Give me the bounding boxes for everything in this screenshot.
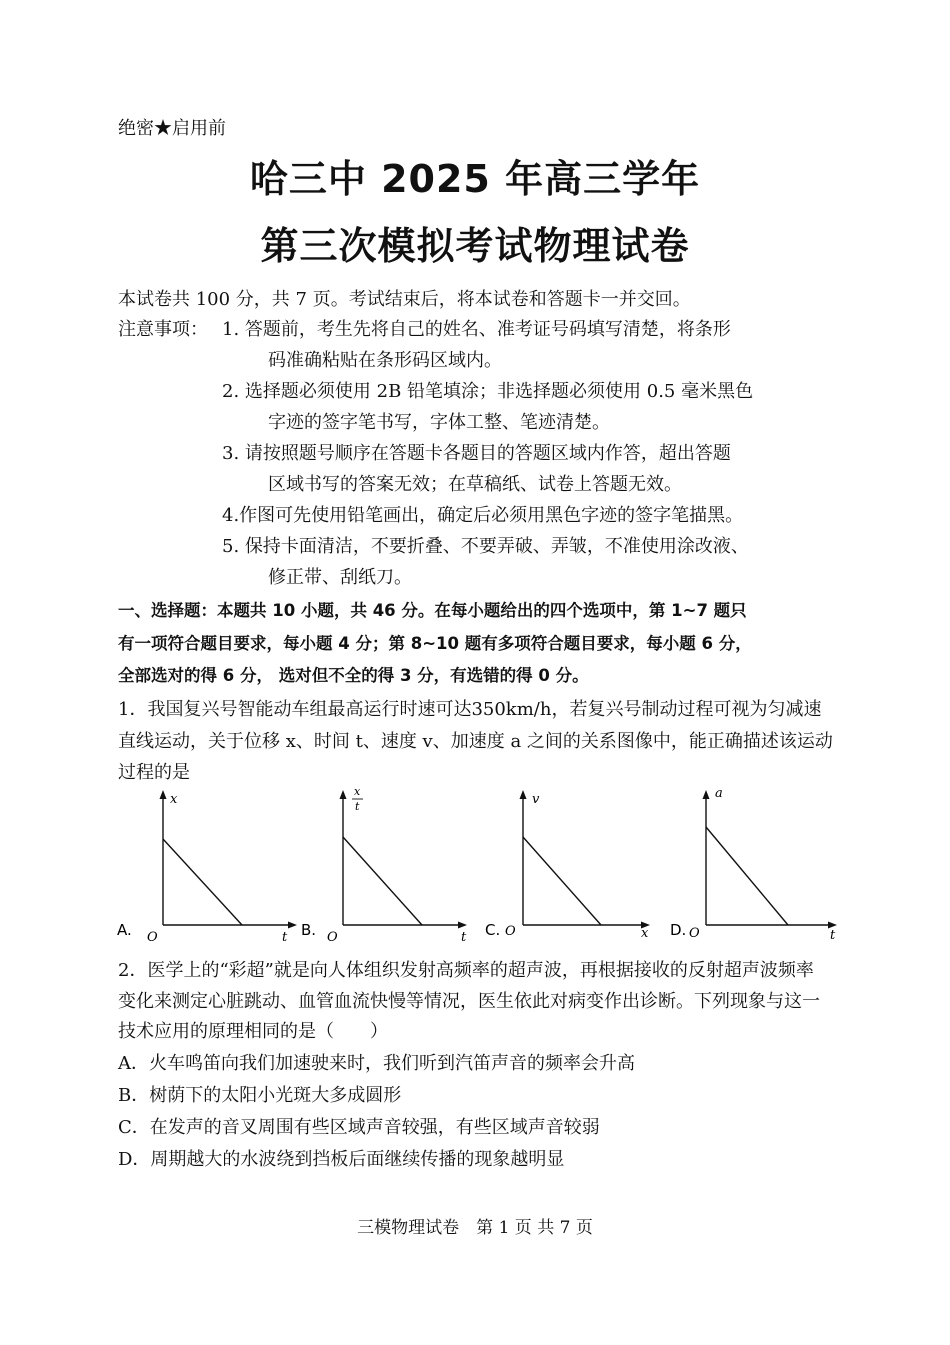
q1-graph-a — [115, 785, 295, 945]
graph-b-option: B. — [301, 921, 317, 939]
q2-option-c: C．在发声的音叉周围有些区域声音较强，有些区域声音较弱 — [118, 1117, 600, 1138]
notes-label: 注意事项： — [118, 319, 208, 340]
graph-d-option: D. — [670, 921, 687, 939]
q2-option-b: B．树荫下的太阳小光斑大多成圆形 — [118, 1085, 402, 1106]
note-5-line2: 修正带、刮纸刀。 — [268, 567, 412, 588]
q2-line3: 技术应用的原理相同的是（ ） — [118, 1021, 388, 1042]
graph-b-origin: O — [327, 930, 338, 945]
q1-graph-c — [475, 785, 655, 945]
q2-line2: 变化来测定心脏跳动、血管血流快慢等情况，医生依此对病变作出诊断。下列现象与这一 — [118, 991, 820, 1012]
graph-a-y-label: x — [170, 792, 178, 807]
graph-b-y-label-den: t — [355, 800, 360, 813]
note-5-line1: 5. 保持卡面清洁，不要折叠、不要弄破、弄皱，不准使用涂改液、 — [222, 536, 749, 557]
graph-b-y-label-num: x — [354, 785, 361, 798]
section-heading-line1: 一、选择题：本题共 10 小题，共 46 分。在每小题给出的四个选项中，第 1~7 题只 — [118, 601, 747, 620]
section-heading-line2: 有一项符合题目要求，每小题 4 分；第 8~10 题有多项符合题目要求，每小题 6 分， — [118, 634, 752, 653]
q1-graph-b — [295, 785, 475, 945]
note-2-line2: 字迹的签字笔书写，字体工整、笔迹清楚。 — [268, 412, 610, 433]
graph-d-y-label: a — [715, 786, 723, 801]
graph-d-x-label: t — [830, 928, 836, 943]
q1-graph-d — [658, 785, 838, 945]
q2-option-d: D．周期越大的水波绕到挡板后面继续传播的现象越明显 — [118, 1149, 565, 1170]
exam-title-line1: 哈三中 2025 年高三学年 — [249, 157, 701, 201]
section-heading-line3: 全部选对的得 6 分， 选对但不全的得 3 分，有选错的得 0 分。 — [118, 666, 589, 685]
note-3-line1: 3. 请按照题号顺序在答题卡各题目的答题区域内作答，超出答题 — [222, 443, 731, 464]
confidential-mark: 绝密★启用前 — [118, 118, 226, 139]
q1-line3: 过程的是 — [118, 762, 190, 783]
note-1-line1: 1. 答题前，考生先将自己的姓名、准考证号码填写清楚，将条形 — [222, 319, 731, 340]
q2-option-a: A．火车鸣笛向我们加速驶来时，我们听到汽笛声音的频率会升高 — [118, 1053, 635, 1074]
graph-c-origin: O — [505, 924, 516, 939]
graph-b-x-label: t — [461, 930, 467, 945]
q1-line1: 1．我国复兴号智能动车组最高运行时速可达350km/h，若复兴号制动过程可视为匀减速 — [118, 699, 822, 720]
graph-a-origin: O — [147, 930, 158, 945]
note-4-line1: 4.作图可先使用铅笔画出，确定后必须用黑色字迹的签字笔描黑。 — [222, 505, 744, 526]
note-3-line2: 区域书写的答案无效；在草稿纸、试卷上答题无效。 — [268, 474, 682, 495]
intro-line: 本试卷共 100 分，共 7 页。考试结束后，将本试卷和答题卡一并交回。 — [118, 289, 691, 310]
graph-a-x-label: t — [282, 930, 288, 945]
exam-title-line2: 第三次模拟考试物理试卷 — [260, 224, 690, 268]
q2-line1: 2．医学上的“彩超”就是向人体组织发射高频率的超声波，再根据接收的反射超声波频率 — [118, 960, 814, 981]
note-2-line1: 2. 选择题必须使用 2B 铅笔填涂；非选择题必须使用 0.5 毫米黑色 — [222, 381, 754, 402]
graph-c-y-label: v — [532, 792, 540, 807]
graph-a-option: A. — [117, 921, 132, 939]
graph-c-x-label: x — [641, 926, 649, 941]
page-footer: 三模物理试卷 第 1 页 共 7 页 — [357, 1218, 593, 1238]
graph-c-option: C. — [485, 921, 501, 939]
note-1-line2: 码准确粘贴在条形码区域内。 — [268, 350, 502, 371]
q1-line2: 直线运动，关于位移 x、时间 t、速度 v、加速度 a 之间的关系图像中，能正确描述该运动 — [118, 731, 833, 752]
graph-d-origin: O — [689, 926, 700, 941]
